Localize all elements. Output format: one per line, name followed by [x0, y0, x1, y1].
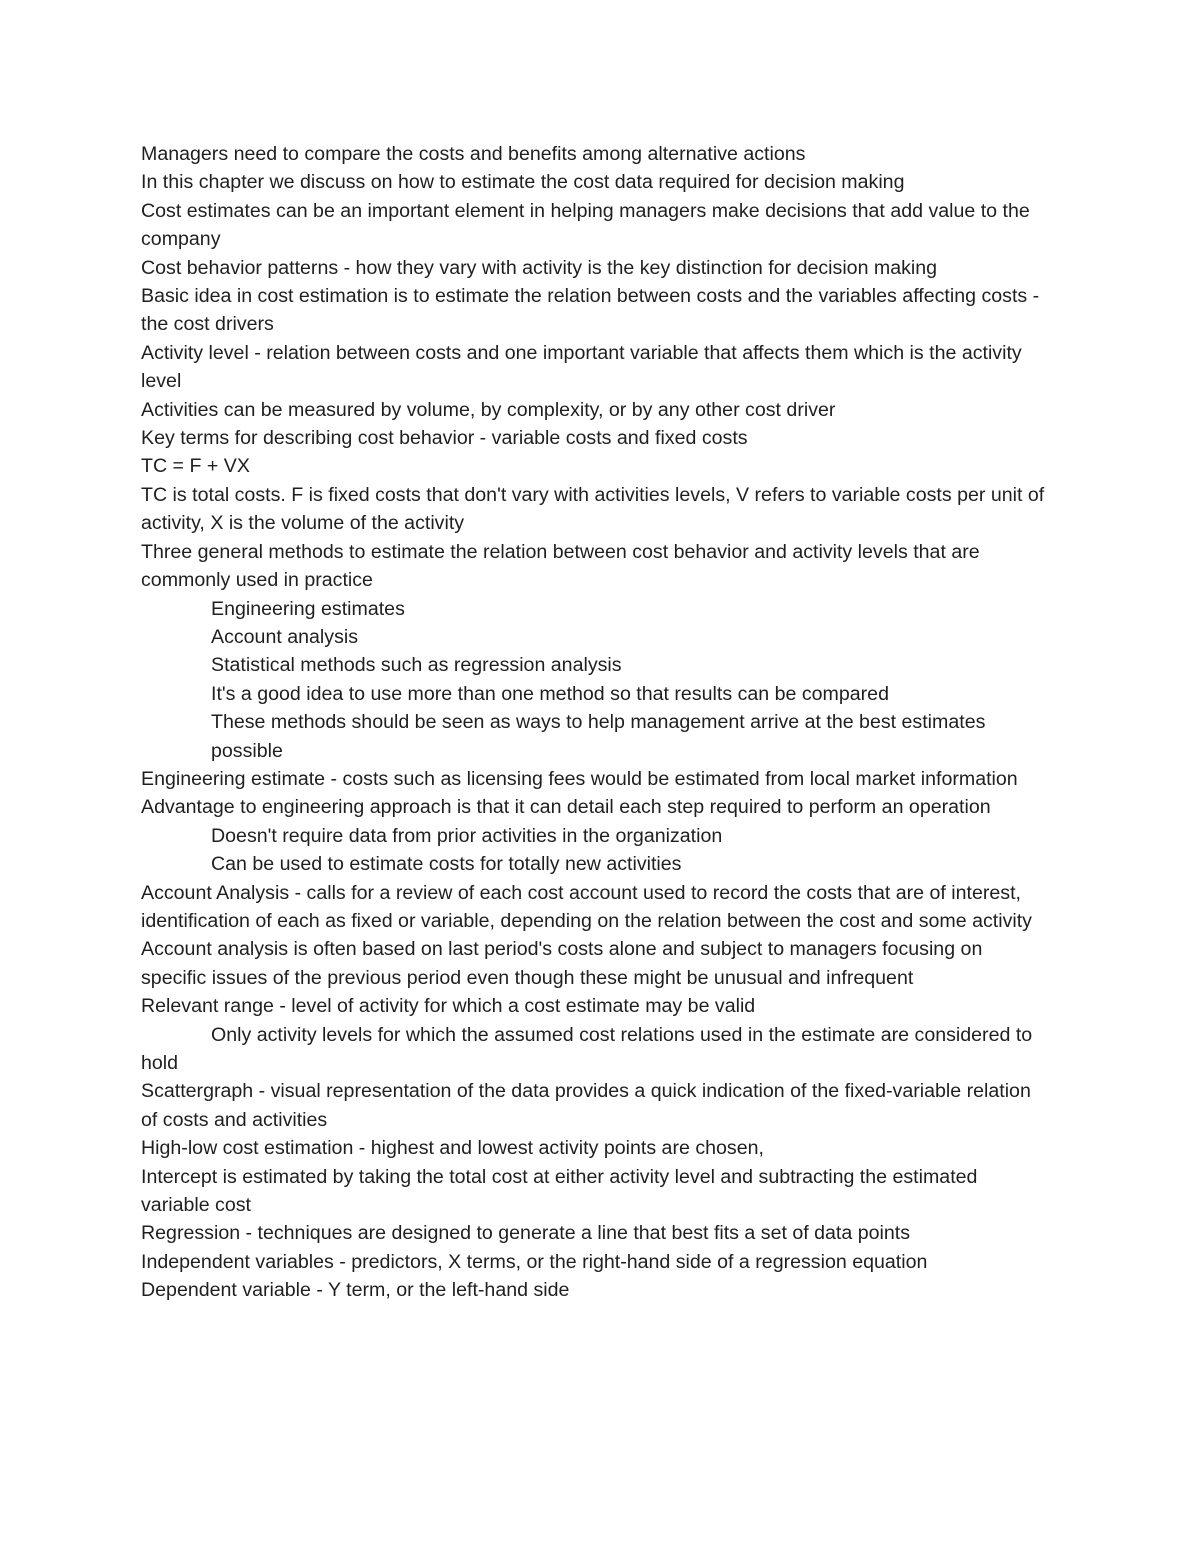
paragraph: Managers need to compare the costs and benefits among alternative actions — [141, 143, 806, 165]
paragraph: Activities can be measured by volume, by complexity, or by any other cost driver — [141, 398, 836, 421]
paragraph: Basic idea in cost estimation is to estimate the relation between costs and the variables affecting costs - the cost drivers — [141, 285, 1040, 336]
indented-paragraph: It's a good idea to use more than one method so that results can be compared — [211, 682, 889, 705]
paragraph: Activity level - relation between costs and one important variable that affects them which is the activity level — [141, 341, 1022, 393]
formula-paragraph: TC = F + VX — [141, 455, 250, 478]
paragraph: Regression - techniques are designed to generate a line that best fits a set of data points — [141, 1222, 910, 1245]
paragraph: Cost behavior patterns - how they vary with activity is the key distinction for decision making — [141, 256, 938, 279]
paragraph: TC is total costs. F is fixed costs that don't vary with activities levels, V refers to variable costs per unit of activity, X is the volume of the activity — [141, 483, 1045, 535]
paragraph: Account Analysis - calls for a review of each cost account used to record the costs that are of interest, identification of each as fixed or variable, depending on the relation between the cost and some activity — [141, 881, 1032, 932]
indented-paragraph: These methods should be seen as ways to help management arrive at the best estimates possible — [211, 711, 986, 762]
paragraph: Key terms for describing cost behavior - variable costs and fixed costs — [141, 427, 748, 450]
document-body — [141, 140, 1051, 1305]
paragraph: Engineering estimate - costs such as licensing fees would be estimated from local market information — [141, 767, 1018, 790]
paragraph: Independent variables - predictors, X terms, or the right-hand side of a regression equation — [141, 1250, 928, 1273]
paragraph: Cost estimates can be an important element in helping managers make decisions that add value to the company — [141, 199, 1030, 251]
indented-paragraph: Engineering estimates — [211, 597, 405, 620]
paragraph: Three general methods to estimate the relation between cost behavior and activity levels that are commonly used in practice — [141, 540, 980, 592]
indented-paragraph: Doesn't require data from prior activities in the organization — [211, 824, 723, 847]
paragraph: Dependent variable - Y term, or the left-hand side — [141, 1279, 570, 1302]
first-line-indented-paragraph: Only activity levels for which the assumed cost relations used in the estimate are considered to hold — [141, 1023, 1033, 1074]
indented-paragraph: Statistical methods such as regression analysis — [211, 654, 622, 677]
paragraph: In this chapter we discuss on how to estimate the cost data required for decision making — [141, 171, 905, 194]
paragraph: Advantage to engineering approach is that it can detail each step required to perform an operation — [141, 796, 991, 819]
paragraph: High-low cost estimation - highest and lowest activity points are chosen, — [141, 1137, 764, 1160]
paragraph: Relevant range - level of activity for which a cost estimate may be valid — [141, 995, 756, 1018]
paragraph: Scattergraph - visual representation of the data provides a quick indication of the fixed-variable relation of costs and activities — [141, 1080, 1031, 1131]
paragraph: Intercept is estimated by taking the total cost at either activity level and subtracting the estimated variable cost — [141, 1165, 978, 1217]
paragraph: Account analysis is often based on last period's costs alone and subject to managers focusing on specific issues of the previous period even though these might be unusual and infrequent — [141, 938, 983, 989]
indented-paragraph: Account analysis — [211, 625, 359, 648]
indented-paragraph: Can be used to estimate costs for totally new activities — [211, 853, 682, 876]
